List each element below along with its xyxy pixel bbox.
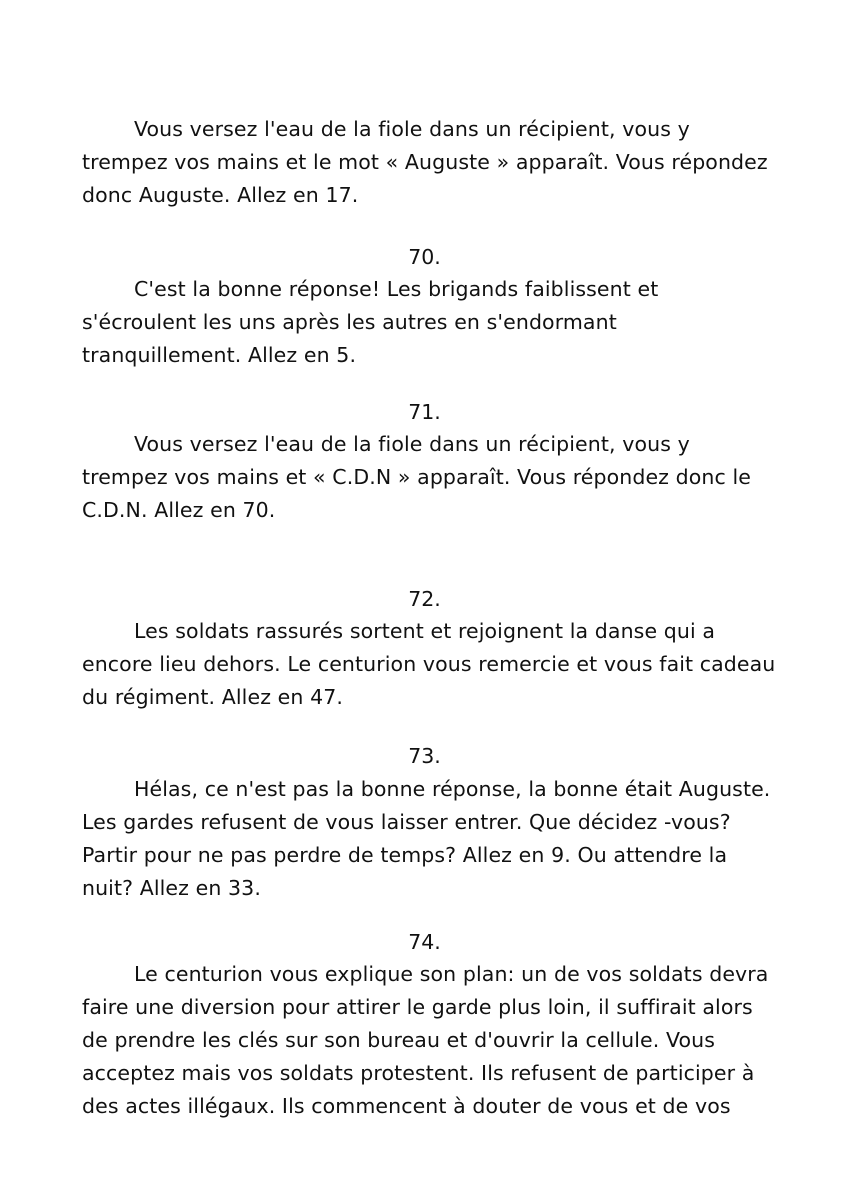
paragraph-line: trempez vos mains et le mot « Auguste » apparaît. Vous répondez — [82, 150, 768, 174]
paragraph-line: C'est la bonne réponse! Les brigands faiblissent et — [134, 277, 659, 301]
paragraph-line: faire une diversion pour attirer le garde plus loin, il suffirait alors — [82, 995, 753, 1019]
paragraph-line: s'écroulent les uns après les autres en s'endormant — [82, 310, 617, 334]
paragraph-line: Les soldats rassurés sortent et rejoignent la danse qui a — [134, 619, 716, 643]
section-number-74: 74. — [408, 930, 441, 954]
paragraph-line: Les gardes refusent de vous laisser entrer. Que décidez -vous? — [82, 810, 731, 834]
paragraph-72 — [82, 615, 782, 714]
paragraph-line: acceptez mais vos soldats protestent. Ils refusent de participer à — [82, 1061, 755, 1085]
paragraph-line: nuit? Allez en 33. — [82, 876, 261, 900]
section-number-72: 72. — [408, 587, 441, 611]
paragraph-73 — [82, 773, 782, 905]
paragraph-line: Le centurion vous explique son plan: un de vos soldats devra — [134, 962, 769, 986]
paragraph-line: Partir pour ne pas perdre de temps? Allez en 9. Ou attendre la — [82, 843, 728, 867]
paragraph-line: encore lieu dehors. Le centurion vous remercie et vous fait cadeau — [82, 652, 776, 676]
paragraph-70 — [82, 273, 782, 372]
paragraph-line: donc Auguste. Allez en 17. — [82, 183, 359, 207]
paragraph-line: Vous versez l'eau de la fiole dans un récipient, vous y — [134, 432, 690, 456]
paragraph-line: tranquillement. Allez en 5. — [82, 343, 357, 367]
paragraph-line: trempez vos mains et « C.D.N » apparaît. Vous répondez donc le — [82, 465, 752, 489]
paragraph-line: de prendre les clés sur son bureau et d'ouvrir la cellule. Vous — [82, 1028, 716, 1052]
section-number-71: 71. — [408, 400, 441, 424]
paragraph-74 — [82, 958, 782, 1123]
paragraph-line: Hélas, ce n'est pas la bonne réponse, la bonne était Auguste. — [134, 777, 771, 801]
paragraph-line: du régiment. Allez en 47. — [82, 685, 343, 709]
section-number-73: 73. — [408, 744, 441, 768]
paragraph-line: C.D.N. Allez en 70. — [82, 498, 276, 522]
paragraph-71 — [82, 428, 782, 527]
section-number-70: 70. — [408, 245, 441, 269]
paragraph-line: Vous versez l'eau de la fiole dans un récipient, vous y — [134, 117, 690, 141]
paragraph-intro — [82, 113, 782, 212]
paragraph-line: des actes illégaux. Ils commencent à douter de vous et de vos — [82, 1094, 731, 1118]
